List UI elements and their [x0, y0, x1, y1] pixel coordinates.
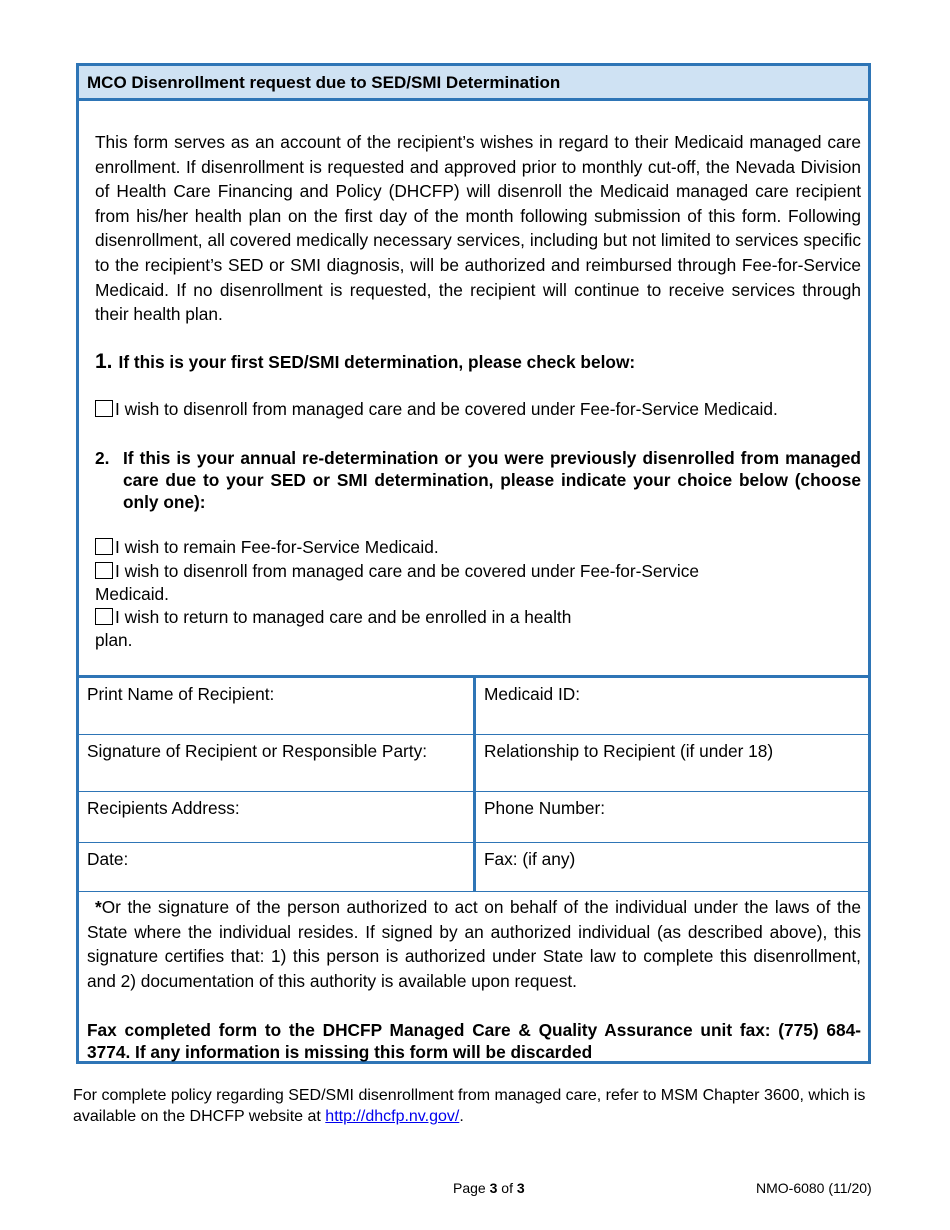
medicaid-id-field[interactable]: Medicaid ID: — [484, 684, 581, 704]
recipient-name-field[interactable]: Print Name of Recipient: — [79, 678, 476, 734]
option-label: I wish to remain Fee-for-Service Medicaid. — [115, 537, 439, 557]
note-asterisk: * — [95, 897, 102, 917]
phone-field[interactable]: Phone Number: — [484, 798, 606, 818]
q2-option-return-mco[interactable] — [95, 606, 571, 651]
question-2-text: If this is your annual re-determination or you were previously disenrolled from managed care due to your SED or SMI determination, please indicate your choice below (choose only one): — [123, 448, 861, 512]
option-label: I wish to disenroll from managed care and be covered under Fee-for-Service — [115, 561, 700, 581]
note-text: Or the signature of the person authorized to act on behalf of the individual under the laws of the State where the individual resides. If signed by an authorized individual (as described above), this signature certifies that: 1) this person is authorized under State law to complete this disenrollment, and 2) documentation of this authority is available upon request. — [87, 897, 861, 991]
intro-paragraph: This form serves as an account of the recipient’s wishes in regard to their Medicaid managed care enrollment. If disenrollment is requested and approved prior to monthly cut-off, the Nevada Division of Health Care Financing and Policy (DHCFP) will disenroll the Medicaid managed care recipient from his/her health plan on the first day of the month following submission of this form. Following disenrollment, all covered medically necessary services, including but not limited to services specific to the recipient’s SED or SMI diagnosis, will be authorized and reimbursed through Fee-for-Service Medicaid. If no disenrollment is requested, the recipient will continue to receive services through their health plan. — [95, 132, 861, 325]
fax-field[interactable]: Fax: (if any) — [484, 849, 576, 869]
dhcfp-website-link[interactable]: http://dhcfp.nv.gov/ — [325, 1108, 460, 1125]
checkbox[interactable] — [95, 538, 113, 555]
date-field[interactable]: Date: — [79, 843, 476, 891]
relationship-field[interactable]: Relationship to Recipient (if under 18) — [484, 741, 774, 761]
table-row — [79, 792, 868, 843]
page-total: 3 — [516, 1180, 525, 1196]
policy-text: For complete policy regarding SED/SMI disenrollment from managed care, refer to MSM Chapter 3600, which is available on the DHCFP website at — [73, 1087, 866, 1125]
form-title: MCO Disenrollment request due to SED/SMI Determination — [87, 73, 561, 92]
option-label-cont: Medicaid. — [95, 583, 169, 604]
question-1 — [95, 350, 635, 374]
question-2 — [95, 447, 861, 513]
policy-note — [73, 1085, 873, 1127]
disenrollment-form — [76, 63, 871, 1064]
page-prefix: Page — [453, 1180, 486, 1196]
table-row — [79, 843, 868, 892]
checkbox[interactable] — [95, 608, 113, 625]
question-1-number: 1. — [95, 350, 113, 373]
form-code: NMO-6080 (11/20) — [756, 1180, 872, 1196]
checkbox[interactable] — [95, 400, 113, 417]
table-row — [79, 678, 868, 735]
recipient-info-table — [79, 675, 868, 892]
signature-note — [87, 895, 861, 993]
page-current: 3 — [489, 1180, 498, 1196]
table-row — [79, 735, 868, 792]
form-header — [79, 66, 868, 101]
fax-instruction: Fax completed form to the DHCFP Managed Care & Quality Assurance unit fax: (775) 684-3774. If any information is missing this form will be discarded — [87, 1020, 861, 1062]
q1-option-disenroll[interactable] — [95, 398, 778, 421]
option-label-cont: plan. — [95, 629, 133, 650]
policy-end: . — [459, 1108, 464, 1125]
option-label: I wish to disenroll from managed care and be covered under Fee-for-Service Medicaid. — [115, 399, 778, 419]
q2-option-disenroll[interactable] — [95, 560, 699, 605]
q2-option-remain-ffs[interactable] — [95, 536, 439, 559]
checkbox[interactable] — [95, 562, 113, 579]
page-number — [453, 1180, 525, 1196]
signature-field[interactable]: Signature of Recipient or Responsible Party: — [79, 735, 476, 791]
option-label: I wish to return to managed care and be enrolled in a health — [115, 607, 572, 627]
address-field[interactable]: Recipients Address: — [79, 792, 476, 842]
page-of: of — [501, 1180, 513, 1196]
question-1-text: If this is your first SED/SMI determination, please check below: — [118, 352, 636, 372]
question-2-number: 2. — [95, 448, 110, 468]
